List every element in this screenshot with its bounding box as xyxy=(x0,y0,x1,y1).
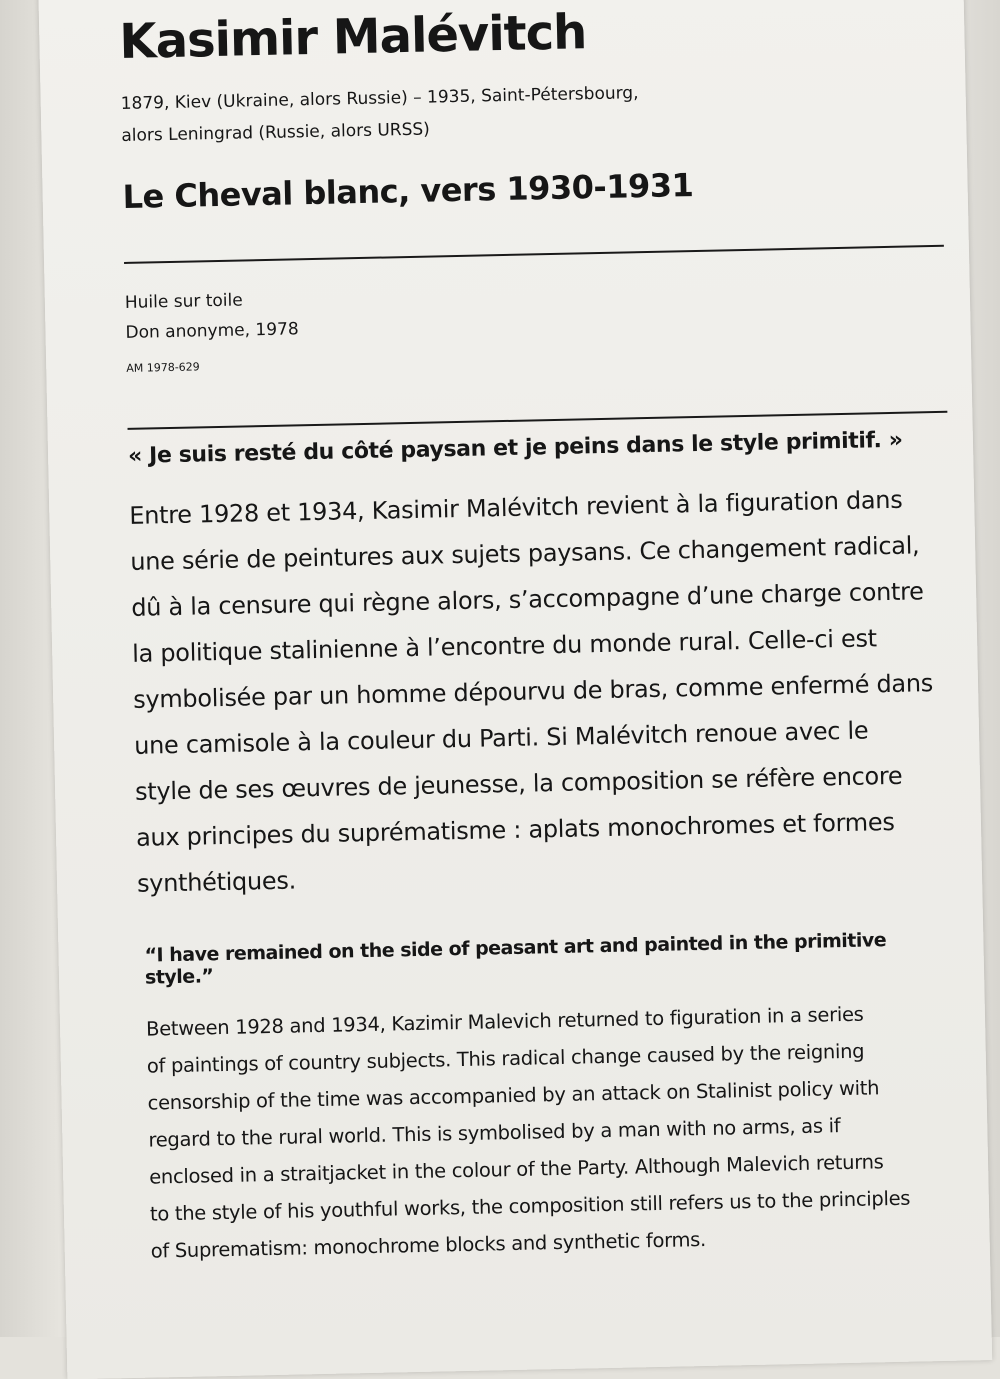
fr-line-4: la politique stalinienne à l’encontre du monde rural. Celle-ci est xyxy=(131,624,878,668)
description-english xyxy=(146,994,951,1270)
bio-line-1: 1879, Kiev (Ukraine, alors Russie) – 1935, Saint-Pétersbourg, xyxy=(120,83,639,114)
fr-line-6: une camisole à la couleur du Parti. Si Malévitch renoue avec le xyxy=(133,716,869,760)
bio-line-2: alors Leningrad (Russie, alors URSS) xyxy=(121,119,431,146)
fr-line-9: synthétiques. xyxy=(136,866,297,898)
en-line-3: censorship of the time was accompanied by an attack on Stalinist policy with xyxy=(147,1076,880,1115)
en-line-5: enclosed in a straitjacket in the colour of the Party. Although Malevich returns xyxy=(148,1150,884,1189)
work-title: Le Cheval blanc, vers 1930-1931 xyxy=(122,166,694,216)
divider-top xyxy=(124,245,944,264)
work-details xyxy=(125,271,947,384)
fr-line-7: style de ses œuvres de jeunesse, la composition se réfère encore xyxy=(134,761,903,806)
fr-line-5: symbolisée par un homme dépourvu de bras, comme enfermé dans xyxy=(132,669,934,714)
en-line-7: of Suprematism: monochrome blocks and synthetic forms. xyxy=(150,1227,707,1263)
credit-line: Don anonyme, 1978 xyxy=(125,319,299,343)
medium: Huile sur toile xyxy=(124,290,243,313)
artist-name: Kasimir Malévitch xyxy=(118,4,587,70)
museum-label-card xyxy=(38,0,992,1379)
en-line-2: of paintings of country subjects. This radical change caused by the reigning xyxy=(146,1039,865,1078)
fr-line-2: une série de peintures aux sujets paysans. Ce changement radical, xyxy=(130,531,920,576)
en-line-6: to the style of his youthful works, the composition still refers us to the principles xyxy=(149,1186,911,1226)
artist-bio xyxy=(120,76,681,152)
quote-english: “I have remained on the side of peasant art and painted in the primitive style.” xyxy=(144,929,887,989)
en-line-4: regard to the rural world. This is symbolised by a man with no arms, as if xyxy=(148,1114,841,1152)
label-content xyxy=(119,1,965,1270)
divider-bottom xyxy=(128,411,948,430)
fr-line-8: aux principes du suprématisme : aplats monochromes et formes xyxy=(135,807,895,852)
fr-line-3: dû à la censure qui règne alors, s’accompagne d’une charge contre xyxy=(130,577,924,622)
quote-french: « Je suis resté du côté paysan et je peins dans le style primitif. » xyxy=(127,427,903,469)
en-line-1: Between 1928 and 1934, Kazimir Malevich returned to figuration in a series xyxy=(145,1002,864,1041)
fr-line-1: Entre 1928 et 1934, Kasimir Malévitch revient à la figuration dans xyxy=(129,485,903,530)
description-french xyxy=(129,476,957,907)
inventory-number: AM 1978-629 xyxy=(126,360,200,375)
